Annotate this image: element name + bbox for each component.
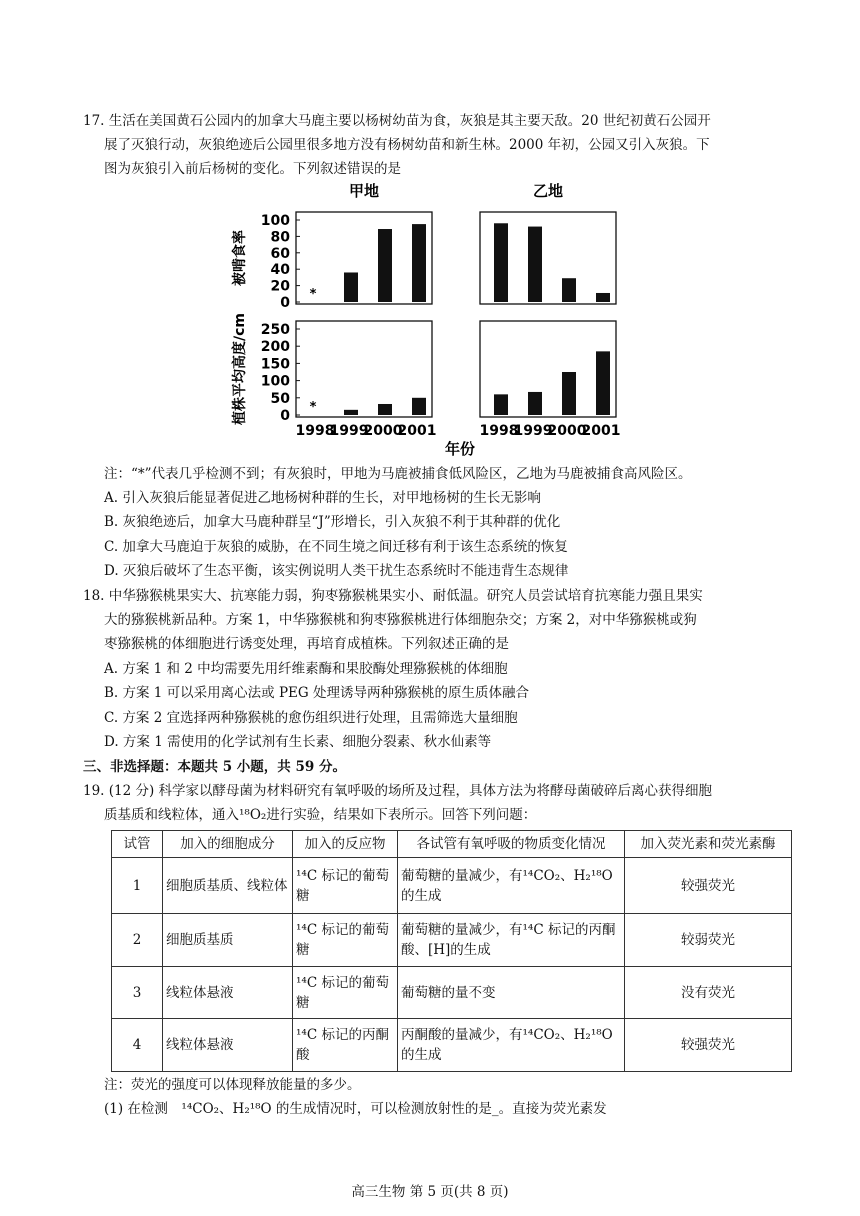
q19-subquestion-1: (1) 在检测 ¹⁴CO₂、H₂¹⁸O 的生成情况时，可以检测放射性的是_。直接为荧光素发 [104,1101,607,1117]
x-tick-label: 1998 [479,423,519,439]
cell-fluorescence: 较弱荧光 [625,914,792,967]
cell-component: 细胞质基质、线粒体 [163,858,293,914]
bar-2001 [596,351,610,415]
cell-reactant: ¹⁴C 标记的葡萄糖 [293,858,398,914]
q17-bar-chart-figure-right [444,180,650,460]
no-detection-marker: * [309,287,317,302]
q18-stem-line-3: 枣猕猴桃的体细胞进行诱变处理，再培育成植株。下列叙述正确的是 [104,636,509,652]
y-tick-label: 100 [260,373,290,390]
table-row [112,967,792,1019]
q18-option-c: C. 方案 2 宜选择两种猕猴桃的愈伤组织进行处理，且需筛选大量细胞 [104,710,518,726]
q18-option-a: A. 方案 1 和 2 中均需要先用纤维素酶和果胶酶处理猕猴桃的体细胞 [104,661,508,677]
cell-change: 丙酮酸的量减少，有¹⁴CO₂、H₂¹⁸O 的生成 [398,1019,625,1072]
header-fluorescence: 加入荧光素和荧光素酶 [625,831,792,858]
bar-2001 [412,224,426,302]
header-tube: 试管 [112,831,163,858]
bar-1999 [344,272,358,302]
q18-stem-line-1: 18. 中华猕猴桃果实大、抗寒能力弱，狗枣猕猴桃果实小、耐低温。研究人员尝试培育抗寒能力强且果实 [83,588,703,604]
bar-2001 [412,398,426,415]
y-tick-label: 200 [260,339,290,356]
bar-1998 [494,394,508,415]
x-tick-label: 1999 [513,423,553,439]
bar-1999 [528,392,542,415]
bar-1998 [494,223,508,302]
chart-title: 乙地 [532,182,564,200]
y-tick-label: 250 [260,322,290,338]
y-tick-label: 0 [280,408,290,424]
y-tick-label: 100 [260,213,290,229]
q17-option-a: A. 引入灰狼后能显著促进乙地杨树种群的生长，对甲地杨树的生长无影响 [104,490,541,506]
q19-table-note: 注：荧光的强度可以体现释放能量的多少。 [104,1077,361,1093]
y-tick-label: 40 [270,262,290,279]
q17-stem-line-2: 展了灭狼行动，灰狼绝迹后公园里很多地方没有杨树幼苗和新生林。2000 年初，公园又引入灰狼。下 [104,137,710,153]
x-tick-label: 2000 [363,423,403,439]
cell-tube: 4 [112,1019,163,1072]
table-row [112,914,792,967]
cell-tube: 3 [112,967,163,1019]
bar-1999 [528,227,542,302]
section-3-heading: 三、非选择题：本题共 5 小题，共 59 分。 [83,759,346,775]
q17-option-b: B. 灰狼绝迹后，加拿大马鹿种群呈“J”形增长，引入灰狼不利于其种群的优化 [104,514,561,530]
q17-option-c: C. 加拿大马鹿迫于灰狼的威胁，在不同生境之间迁移有利于该生态系统的恢复 [104,539,568,555]
q17-note: 注：“*”代表几乎检测不到；有灰狼时，甲地为马鹿被捕食低风险区，乙地为马鹿被捕食高风险区。 [104,466,692,482]
chart-title: 甲地 [348,182,380,200]
x-axis-label: 年份 [444,440,476,458]
bar-2000 [562,278,576,302]
cell-change: 葡萄糖的量减少，有¹⁴CO₂、H₂¹⁸O 的生成 [398,858,625,914]
q17-option-d: D. 灭狼后破坏了生态平衡，该实例说明人类干扰生态系统时不能违背生态规律 [104,563,569,579]
cell-reactant: ¹⁴C 标记的葡萄糖 [293,967,398,1019]
bar-2000 [378,229,392,302]
q19-experiment-table [111,830,792,1072]
q19-stem-line-1: 19. (12 分) 科学家以酵母菌为材料研究有氧呼吸的场所及过程，具体方法为将酵母菌破碎后离心获得细胞 [83,783,713,799]
cell-fluorescence: 较强荧光 [625,1019,792,1072]
y-tick-label: 60 [270,245,290,262]
cell-tube: 1 [112,858,163,914]
cell-change: 葡萄糖的量不变 [398,967,625,1019]
header-change: 各试管有氧呼吸的物质变化情况 [398,831,625,858]
bar-1999 [344,410,358,415]
table-header-row [112,831,792,858]
q17-bar-chart-figure [230,180,460,460]
header-cell-component: 加入的细胞成分 [163,831,293,858]
y-axis-label: 被啃食率 [232,230,248,286]
q18-option-b: B. 方案 1 可以采用离心法或 PEG 处理诱导两种猕猴桃的原生质体融合 [104,685,529,701]
cell-reactant: ¹⁴C 标记的葡萄糖 [293,914,398,967]
bar-2000 [562,372,576,415]
table-row [112,1019,792,1072]
cell-component: 细胞质基质 [163,914,293,967]
y-tick-label: 150 [260,356,290,373]
y-tick-label: 20 [270,278,290,295]
bar-2001 [596,293,610,302]
cell-fluorescence: 没有荧光 [625,967,792,1019]
x-tick-label: 1999 [329,423,369,439]
cell-change: 葡萄糖的量减少，有¹⁴C 标记的丙酮酸、[H]的生成 [398,914,625,967]
q18-stem-line-2: 大的猕猴桃新品种。方案 1，中华猕猴桃和狗枣猕猴桃进行体细胞杂交；方案 2，对中华猕猴桃或狗 [104,612,697,628]
cell-reactant: ¹⁴C 标记的丙酮酸 [293,1019,398,1072]
header-reactant: 加入的反应物 [293,831,398,858]
x-tick-label: 2000 [547,423,587,439]
cell-component: 线粒体悬液 [163,1019,293,1072]
bar-2000 [378,404,392,415]
table-row [112,858,792,914]
y-axis-label: 植株平均高度/cm [232,313,248,425]
page-footer: 高三生物 第 5 页(共 8 页) [351,1184,509,1200]
x-tick-label: 2001 [581,423,621,439]
q19-stem-line-2: 质基质和线粒体，通入¹⁸O₂进行实验，结果如下表所示。回答下列问题： [104,807,537,823]
x-tick-label: 2001 [397,423,437,439]
y-tick-label: 0 [280,295,290,311]
y-tick-label: 80 [270,229,290,246]
y-tick-label: 50 [270,390,290,407]
cell-tube: 2 [112,914,163,967]
q17-stem-line-1: 17. 生活在美国黄石公园内的加拿大马鹿主要以杨树幼苗为食，灰狼是其主要天敌。20 世纪初黄石公园开 [83,113,711,129]
q18-option-d: D. 方案 1 需使用的化学试剂有生长素、细胞分裂素、秋水仙素等 [104,734,492,750]
cell-fluorescence: 较强荧光 [625,858,792,914]
no-detection-marker: * [309,400,317,415]
cell-component: 线粒体悬液 [163,967,293,1019]
x-tick-label: 1998 [295,423,335,439]
q17-stem-line-3: 图为灰狼引入前后杨树的变化。下列叙述错误的是 [104,161,401,177]
